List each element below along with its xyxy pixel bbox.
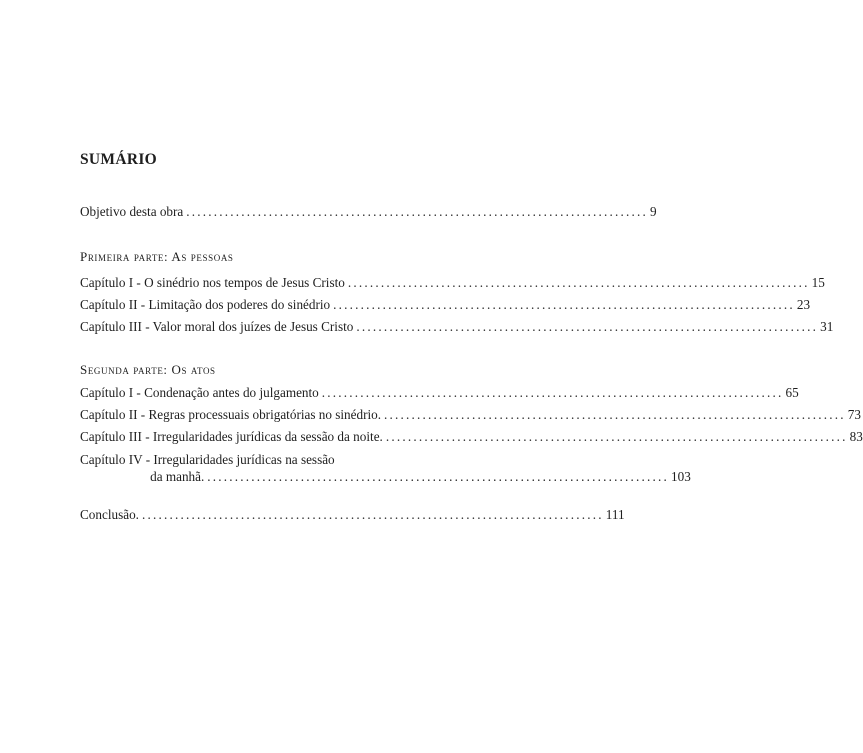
toc-entry-label: Capítulo III - Irregularidades jurídicas da sessão da noite. xyxy=(80,429,383,444)
toc-entry-label-continued: da manhã. xyxy=(150,469,205,484)
toc-entry-label: Objetivo desta obra xyxy=(80,204,184,219)
toc-entry[interactable] xyxy=(80,294,811,316)
toc-entry-page: 111 xyxy=(605,507,625,522)
toc-entry-label: Capítulo II - Regras processuais obrigatórias no sinédrio. xyxy=(80,407,382,422)
toc-entry-prefix: Capítulo IV - xyxy=(80,452,154,467)
toc-entry-label: Capítulo III - Valor moral dos juízes de Jesus Cristo xyxy=(80,319,354,334)
toc-entry-objective[interactable] xyxy=(80,201,657,223)
toc-entry-multiline[interactable] xyxy=(80,451,691,485)
toc-entry[interactable] xyxy=(80,272,825,294)
toc-entry-line-1 xyxy=(80,451,435,468)
dot-leader: .................................................................................... xyxy=(141,507,604,522)
dot-leader: .................................................................................... xyxy=(384,407,846,422)
dot-leader: .................................................................................... xyxy=(333,297,795,312)
toc-entry-label: Conclusão. xyxy=(80,507,139,522)
toc-title: SUMÁRIO xyxy=(80,151,158,168)
toc-entry-page: 83 xyxy=(849,429,863,444)
toc-entry-label: Capítulo I - O sinédrio nos tempos de Jesus Cristo xyxy=(80,275,345,290)
table-of-contents xyxy=(80,149,863,526)
dot-leader: .................................................................................... xyxy=(385,429,848,444)
dot-leader: .................................................................................... xyxy=(207,469,670,484)
toc-entry-page: 73 xyxy=(847,407,861,422)
toc-entry-label: Capítulo II - Limitação dos poderes do sinédrio xyxy=(80,297,331,312)
toc-entry-page: 9 xyxy=(650,204,657,219)
dot-leader: .................................................................................... xyxy=(356,319,819,334)
dot-leader: .................................................................................... xyxy=(186,204,649,219)
toc-entry[interactable] xyxy=(80,426,863,448)
toc-entry-line-2 xyxy=(80,468,691,485)
toc-entry-page: 23 xyxy=(796,297,811,312)
dot-leader: .................................................................................... xyxy=(347,275,810,290)
toc-entry-label: Capítulo I - Condenação antes do julgamento xyxy=(80,385,319,400)
toc-entry-label: Irregularidades jurídicas na sessão xyxy=(153,452,335,467)
toc-entry-conclusion[interactable] xyxy=(80,504,625,526)
part-heading-1: Primeira parte: As pessoas xyxy=(80,249,234,264)
toc-entry-page: 103 xyxy=(671,469,691,484)
dot-leader: .................................................................................... xyxy=(321,385,784,400)
toc-entry[interactable] xyxy=(80,404,861,426)
toc-entry[interactable] xyxy=(80,382,799,404)
toc-entry[interactable] xyxy=(80,316,834,338)
toc-entry-page: 65 xyxy=(785,385,799,400)
part-heading-2: Segunda parte: Os atos xyxy=(80,362,216,377)
toc-entry-page: 31 xyxy=(820,319,834,334)
toc-entry-page: 15 xyxy=(811,275,825,290)
